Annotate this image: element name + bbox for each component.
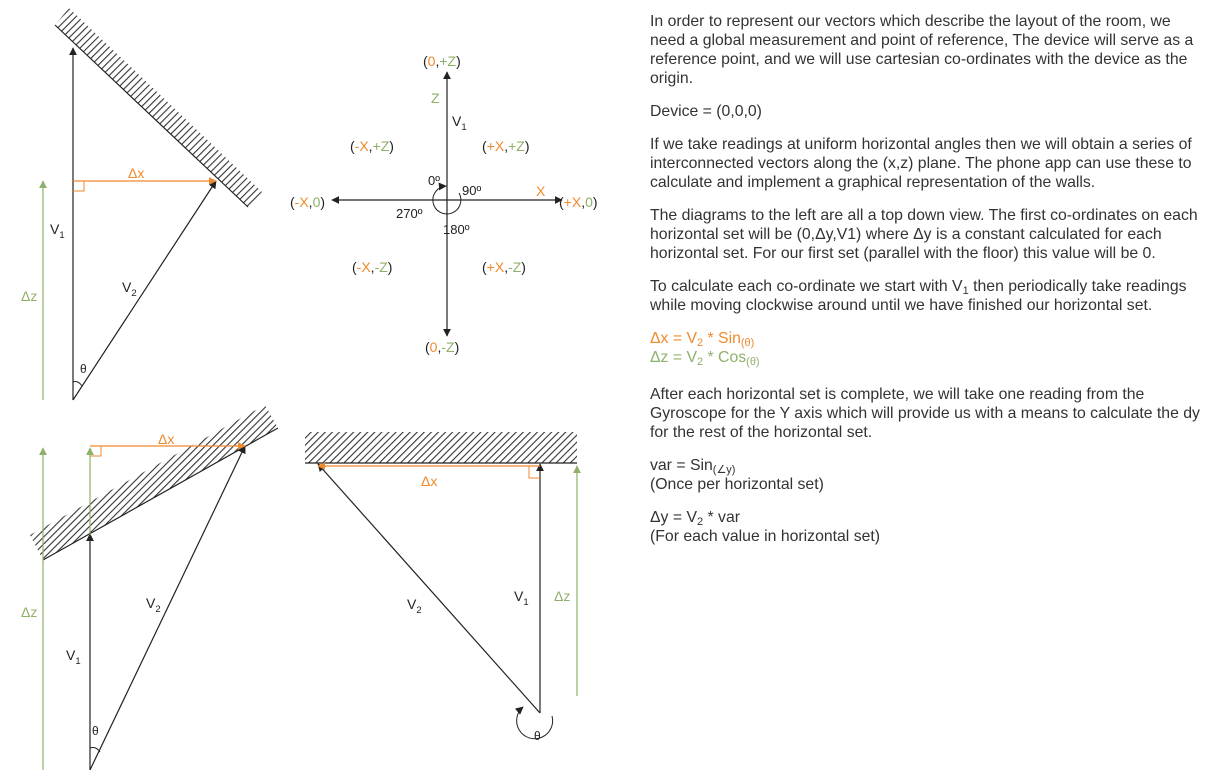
dz-formula: $\Delta z = V_2 * Cos_{(\theta)}$: [650, 349, 760, 368]
quadrant-bottom-left: (-X,-Z): [352, 259, 393, 275]
dz-label: Δz: [21, 288, 38, 304]
right-angle-mark: [90, 446, 101, 456]
quadrant-top-left: (-X,+Z): [350, 138, 394, 154]
var-formula: var = Sin$_{(\angle y)}$ (Once per horizontal set): [650, 457, 824, 493]
theta-label: θ: [80, 362, 87, 376]
dx-formula: $\Delta x = V_2 * Sin_{(\theta)}$: [650, 330, 755, 349]
theta-arc: [73, 382, 82, 387]
v2-label: $V_2$: [407, 596, 422, 616]
dy-formula: $\Delta y = V_2$ * var (For each value in horizontal set): [650, 509, 881, 545]
right-angle-mark: [529, 466, 540, 478]
right-angle-mark: [73, 181, 84, 191]
dx-label: Δx: [421, 473, 438, 489]
v2-arrow: [318, 464, 540, 713]
deg-90-label: 90º: [462, 183, 482, 198]
diagram-top-left: [21, 8, 262, 400]
dz-label: Δz: [21, 604, 38, 620]
explanation-panel: [650, 12, 1210, 560]
wall-hatch: [305, 432, 577, 463]
quadrant-top-right: (+X,+Z): [482, 138, 530, 154]
diagram-bottom-right: [305, 432, 577, 743]
deg-180-label: 180º: [443, 222, 470, 237]
v1-label: $V_1$: [452, 113, 467, 133]
wall-line: [43, 428, 278, 560]
deg-0-label: 0º: [428, 173, 440, 188]
diagram-note-paragraph: The diagrams to the left are all a top down view. The first co-ordinates on each horizontal set will be (0,Δy,V1) where Δy is a constant calculated for each horizontal set. For our first set (parallel with the floor) this value will be 0.: [650, 207, 1198, 262]
deg-270-label: 270º: [396, 206, 423, 221]
v2-label: $V_2$: [122, 279, 137, 299]
wall-hatch: [55, 8, 262, 207]
top-coord: (0,+Z): [423, 53, 461, 69]
dz-label: Δz: [554, 588, 571, 604]
diagram-bottom-left: [21, 405, 278, 770]
diagram-compass: [290, 53, 598, 355]
dx-label: Δx: [158, 431, 175, 447]
quadrant-bottom-right: (+X,-Z): [482, 259, 526, 275]
theta-label: θ: [92, 724, 99, 738]
v2-label: $V_2$: [146, 595, 161, 615]
v1-label: $V_1$: [514, 588, 529, 608]
v1-label: $V_1$: [66, 647, 81, 667]
readings-paragraph: If we take readings at uniform horizontal angles then we will obtain a series of interconnected vectors along the (x,z) plane. The phone app can use these to calculate and implement a graphical representation of the walls.: [650, 136, 1192, 191]
calculation-paragraph: To calculate each co-ordinate we start with $V_1$ then periodically take readings while moving clockwise around until we have finished our horizontal set.: [650, 278, 1187, 314]
gyroscope-paragraph: After each horizontal set is complete, we will take one reading from the Gyroscope for the Y axis which will provide us with a means to calculate the dy for the rest of the horizontal set.: [650, 386, 1200, 441]
left-coord: (-X,0): [290, 194, 326, 210]
right-coord: (+X,0): [559, 194, 598, 210]
wall-line: [55, 25, 248, 207]
x-axis-label: X: [536, 183, 546, 199]
z-axis-label: Z: [431, 90, 440, 106]
device-origin: Device = (0,0,0): [650, 103, 762, 120]
v1-label: $V_1$: [50, 221, 65, 241]
theta-label: θ: [534, 729, 541, 743]
v2-arrow: [73, 181, 216, 400]
intro-paragraph: In order to represent our vectors which describe the layout of the room, we need a global measurement and point of reference, The device will serve as a reference point, and we will use cartesian co-ordinates with the device as the origin.: [650, 13, 1194, 87]
bottom-coord: (0,-Z): [425, 339, 460, 355]
dx-label: Δx: [128, 165, 145, 181]
wall-hatch: [30, 405, 278, 560]
formulas: [650, 329, 1210, 367]
